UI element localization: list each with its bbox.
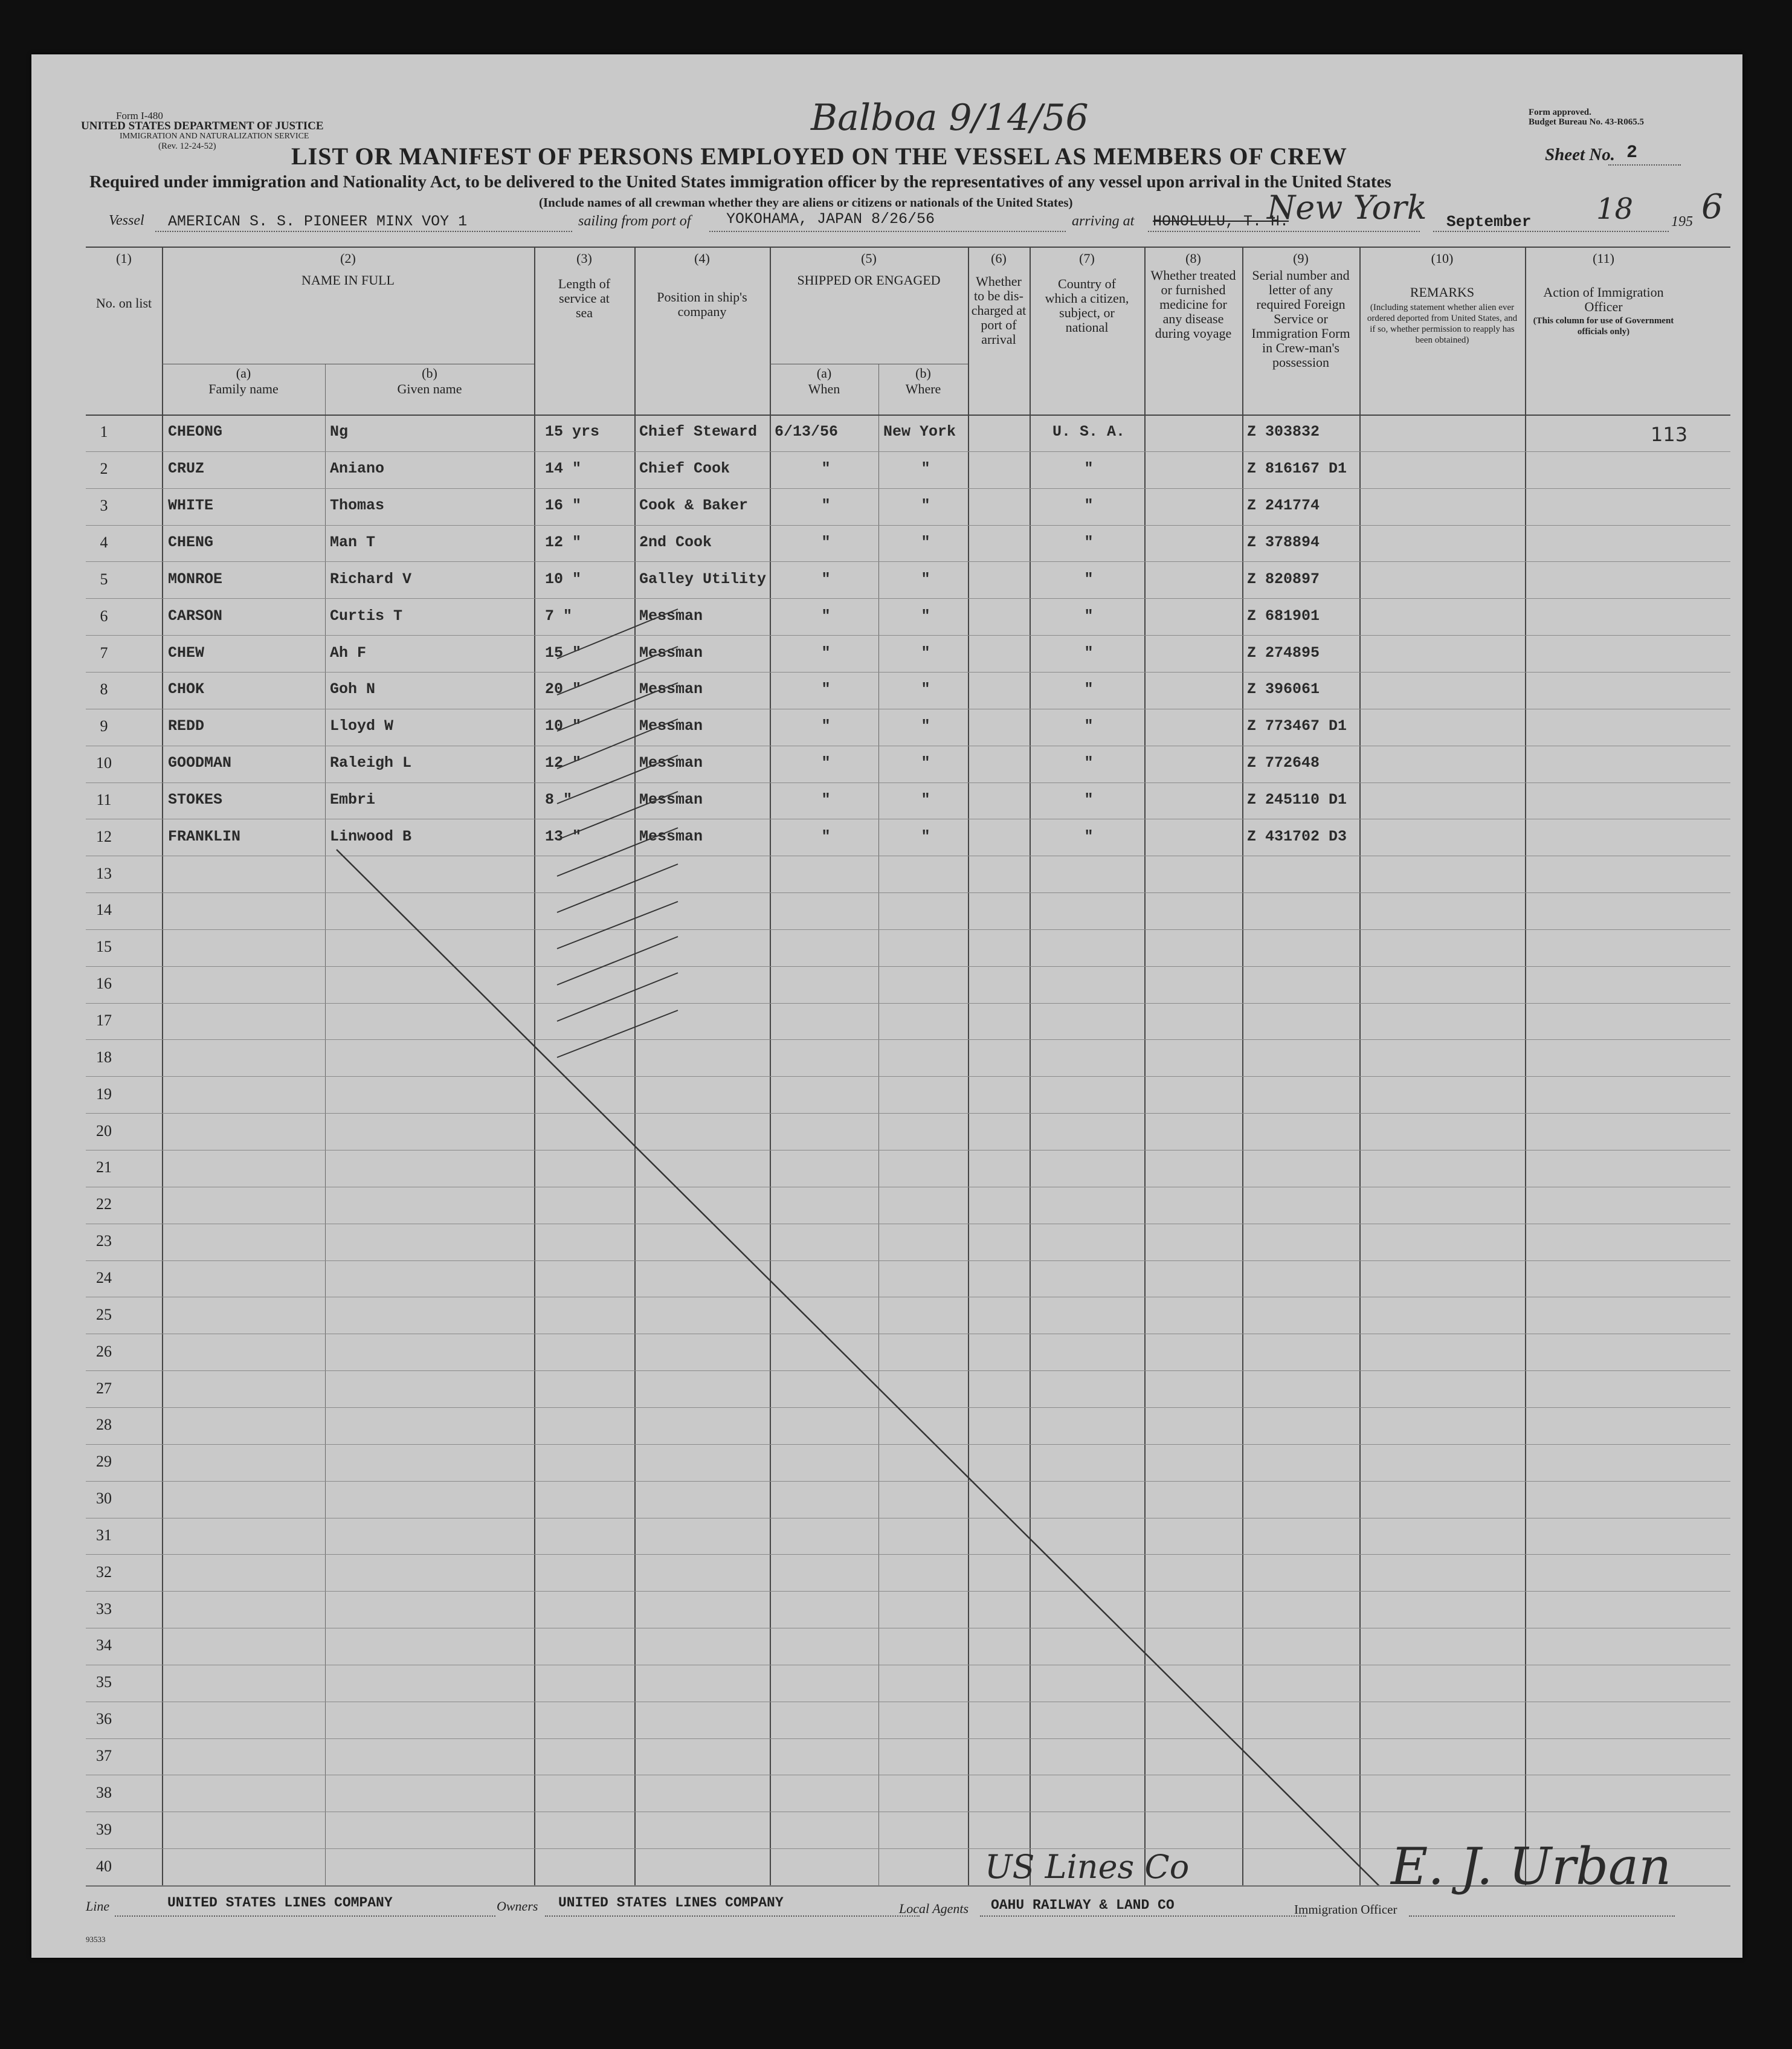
- cell-serial: Z 378894: [1247, 533, 1320, 551]
- cell-country: ": [1084, 644, 1094, 662]
- officer-signature: E. J. Urban: [1391, 1837, 1672, 1896]
- cell-serial: Z 245110 D1: [1247, 790, 1347, 808]
- cell-service: 20 ": [545, 680, 582, 699]
- col3-num: (3): [576, 251, 592, 266]
- cell-when: ": [821, 717, 831, 735]
- manifest-sheet: [31, 54, 1742, 1958]
- corner-mark: 93533: [86, 1935, 106, 1944]
- cell-where: ": [921, 790, 930, 808]
- row-number: 27: [96, 1379, 112, 1397]
- cell-country: ": [1084, 680, 1094, 699]
- col8-num: (8): [1185, 251, 1201, 266]
- cell-where: ": [921, 827, 930, 845]
- vessel-value: AMERICAN S. S. PIONEER MINX VOY 1: [168, 213, 468, 230]
- cell-given: Richard V: [330, 570, 412, 588]
- col4-num: (4): [694, 251, 710, 266]
- cell-no: 7: [100, 644, 108, 662]
- cell-service: 12 ": [545, 754, 582, 772]
- cell-when: ": [821, 644, 831, 662]
- cell-service: 13 ": [545, 827, 582, 845]
- cell-family: FRANKLIN: [168, 827, 241, 845]
- cell-country: ": [1084, 827, 1094, 845]
- col2b-letter: (b): [422, 366, 437, 381]
- cell-country: ": [1084, 754, 1094, 772]
- row-number: 23: [96, 1232, 112, 1250]
- row-number: 39: [96, 1820, 112, 1838]
- cell-country: ": [1084, 607, 1094, 625]
- cell-serial: Z 431702 D3: [1247, 827, 1347, 845]
- agents-label: Local Agents: [899, 1901, 969, 1916]
- cell-family: CRUZ: [168, 460, 205, 478]
- cell-serial: Z 681901: [1247, 607, 1320, 625]
- cell-service: 14 ": [545, 460, 582, 478]
- row-number: 24: [96, 1268, 112, 1286]
- cell-no: 6: [100, 607, 108, 625]
- service-name: IMMIGRATION AND NATURALIZATION SERVICE: [120, 132, 309, 141]
- row-number: 15: [96, 938, 112, 956]
- row-number: 14: [96, 901, 112, 919]
- cancel-strike-line: [86, 248, 1730, 1885]
- page-title: LIST OR MANIFEST OF PERSONS EMPLOYED ON THE VESSEL AS MEMBERS OF CREW: [291, 143, 1347, 170]
- cell-position: Messman: [639, 607, 703, 625]
- handwritten-port-note: Balboa 9/14/56: [811, 97, 1089, 139]
- col11-note: (This column for use of Government officials only): [1533, 316, 1674, 337]
- cell-family: CHEW: [168, 644, 205, 662]
- cell-no: 9: [100, 717, 108, 735]
- cell-family: CHENG: [168, 533, 214, 551]
- form-approved: Form approved.: [1529, 108, 1591, 117]
- row-number: 20: [96, 1121, 112, 1140]
- cell-where: ": [921, 680, 930, 699]
- row-number: 22: [96, 1195, 112, 1213]
- cell-no: 5: [100, 570, 108, 588]
- col5b-letter: (b): [915, 366, 931, 381]
- row-number: 28: [96, 1416, 112, 1434]
- arriving-typed: HONOLULU, T. H.: [1153, 213, 1289, 230]
- cell-family: MONROE: [168, 570, 223, 588]
- col7-header: Country of which a citizen, subject, or national: [1045, 276, 1129, 335]
- col4-header: Position in ship's company: [657, 289, 747, 319]
- owners-value: UNITED STATES LINES COMPANY: [558, 1895, 784, 1911]
- row-number: 29: [96, 1453, 112, 1471]
- col2b-header: Given name: [397, 381, 462, 396]
- row-number: 36: [96, 1710, 112, 1728]
- department-name: UNITED STATES DEPARTMENT OF JUSTICE: [81, 120, 324, 132]
- cell-family: CHEONG: [168, 423, 223, 441]
- cell-serial: Z 241774: [1247, 497, 1320, 515]
- cell-no: 3: [100, 497, 108, 515]
- cell-given: Aniano: [330, 460, 385, 478]
- include-note: (Include names of all crewman whether they are aliens or citizens or nationals of the United States): [539, 195, 1073, 210]
- cell-country: ": [1084, 460, 1094, 478]
- cell-position: Cook & Baker: [639, 497, 749, 515]
- cell-country: ": [1084, 790, 1094, 808]
- cell-country: ": [1084, 533, 1094, 551]
- row-number: 26: [96, 1342, 112, 1360]
- cell-given: Thomas: [330, 497, 385, 515]
- col2a-letter: (a): [236, 366, 251, 381]
- arriving-label: arriving at: [1072, 213, 1135, 229]
- date-day: 18: [1596, 192, 1634, 226]
- row-number: 30: [96, 1489, 112, 1508]
- col2-header: NAME IN FULL: [301, 273, 395, 288]
- cell-position: Messman: [639, 717, 703, 735]
- cell-position: Messman: [639, 827, 703, 845]
- cell-no: 2: [100, 460, 108, 478]
- col1-num: (1): [116, 251, 132, 266]
- col5a-letter: (a): [816, 366, 832, 381]
- row-number: 25: [96, 1305, 112, 1323]
- sailing-label: sailing from port of: [578, 213, 691, 229]
- cell-when: ": [821, 827, 831, 845]
- row-number: 32: [96, 1563, 112, 1581]
- cell-serial: Z 303832: [1247, 423, 1320, 441]
- col5a-header: When: [808, 381, 840, 396]
- cell-service: 10 ": [545, 717, 582, 735]
- cell-serial: Z 816167 D1: [1247, 460, 1347, 478]
- row-number: 38: [96, 1783, 112, 1801]
- col5-header: SHIPPED OR ENGAGED: [797, 273, 941, 288]
- cell-position: 2nd Cook: [639, 533, 712, 551]
- cell-no: 11: [96, 790, 112, 808]
- row-number: 34: [96, 1636, 112, 1654]
- cell-when: ": [821, 754, 831, 772]
- col9-num: (9): [1293, 251, 1309, 266]
- agents-handwritten: US Lines Co: [985, 1848, 1190, 1886]
- col6-num: (6): [991, 251, 1007, 266]
- row-number: 19: [96, 1085, 112, 1103]
- row-number: 33: [96, 1599, 112, 1618]
- arriving-handwritten: New York: [1267, 189, 1427, 227]
- row-number: 13: [96, 864, 112, 882]
- row-number: 17: [96, 1012, 112, 1030]
- row-number: 31: [96, 1526, 112, 1544]
- cell-service: 7 ": [545, 607, 573, 625]
- cell-given: Curtis T: [330, 607, 403, 625]
- col5b-header: Where: [905, 381, 941, 396]
- cell-service: 8 ": [545, 790, 573, 808]
- line-value: UNITED STATES LINES COMPANY: [167, 1895, 393, 1911]
- cell-serial: Z 772648: [1247, 754, 1320, 772]
- cell-service: 12 ": [545, 533, 582, 551]
- cell-when: ": [821, 680, 831, 699]
- cell-given: Ah F: [330, 644, 367, 662]
- col5-num: (5): [861, 251, 877, 266]
- cell-where: ": [921, 460, 930, 478]
- cell-when: ": [821, 607, 831, 625]
- cell-serial: Z 274895: [1247, 644, 1320, 662]
- row-number: 21: [96, 1158, 112, 1176]
- cell-position: Chief Steward: [639, 423, 758, 441]
- row-number: 18: [96, 1048, 112, 1066]
- subtitle: Required under immigration and Nationality Act, to be delivered to the United States immigration officer by the representatives of any vessel upon arrival in the United States: [89, 172, 1391, 192]
- col9-header: Serial number and letter of any required Foreign Service or Immigration Form in Crew-man's possession: [1251, 268, 1350, 370]
- budget-bureau: Budget Bureau No. 43-R065.5: [1529, 117, 1644, 127]
- cell-where: New York: [883, 423, 956, 441]
- cell-when: ": [821, 533, 831, 551]
- cell-when: ": [821, 570, 831, 588]
- cell-given: Ng: [330, 423, 349, 441]
- sheet-label: Sheet No.: [1545, 145, 1615, 164]
- cell-where: ": [921, 533, 930, 551]
- cell-when: 6/13/56: [775, 423, 839, 441]
- cell-where: ": [921, 607, 930, 625]
- cell-where: ": [921, 644, 930, 662]
- cell-family: STOKES: [168, 790, 223, 808]
- cell-family: WHITE: [168, 497, 214, 515]
- form-number: Form I-480: [116, 110, 163, 121]
- cell-where: ": [921, 497, 930, 515]
- row-number: 35: [96, 1673, 112, 1691]
- cell-no: 1: [100, 423, 108, 441]
- col10-note: (Including statement whether alien ever ordered deported from United States, and if so, whether permission to reapply has been obtained): [1367, 303, 1518, 345]
- line-label: Line: [86, 1899, 110, 1914]
- cell-given: Embri: [330, 790, 376, 808]
- cell-position: Messman: [639, 680, 703, 699]
- cell-given: Raleigh L: [330, 754, 412, 772]
- revision: (Rev. 12-24-52): [158, 141, 216, 151]
- cell-serial: Z 820897: [1247, 570, 1320, 588]
- year-handwritten: 6: [1701, 187, 1723, 227]
- cell-when: ": [821, 497, 831, 515]
- sheet-number: 2: [1626, 143, 1638, 163]
- agents-value: OAHU RAILWAY & LAND CO: [991, 1897, 1175, 1913]
- date-month: September: [1446, 213, 1532, 231]
- col3-header: Length of service at sea: [558, 276, 611, 320]
- cell-country: ": [1084, 717, 1094, 735]
- owners-label: Owners: [497, 1899, 538, 1914]
- cell-serial: Z 396061: [1247, 680, 1320, 699]
- cell-no: 12: [96, 827, 112, 845]
- row-number: 37: [96, 1747, 112, 1765]
- cell-serial: Z 773467 D1: [1247, 717, 1347, 735]
- cell-family: CARSON: [168, 607, 223, 625]
- col2a-header: Family name: [208, 381, 279, 396]
- cell-service: 15 ": [545, 644, 582, 662]
- row-number: 16: [96, 975, 112, 993]
- cell-position: Messman: [639, 644, 703, 662]
- cell-no: 10: [96, 754, 112, 772]
- sailing-value: YOKOHAMA, JAPAN 8/26/56: [726, 210, 935, 228]
- row-number: 40: [96, 1857, 112, 1875]
- cell-no: 4: [100, 533, 108, 551]
- cell-where: ": [921, 754, 930, 772]
- cell-no: 8: [100, 680, 108, 699]
- cell-service: 10 ": [545, 570, 582, 588]
- officer-label: Immigration Officer: [1294, 1902, 1397, 1917]
- cell-given: Linwood B: [330, 827, 412, 845]
- col6-header: Whether to be dis-charged at port of arrival: [971, 274, 1027, 347]
- cell-country: ": [1084, 497, 1094, 515]
- cell-position: Chief Cook: [639, 460, 730, 478]
- col8-header: Whether treated or furnished medicine for any disease during voyage: [1150, 268, 1236, 341]
- cell-action: 113: [1651, 423, 1688, 447]
- cell-family: CHOK: [168, 680, 205, 699]
- cell-position: Messman: [639, 754, 703, 772]
- cell-where: ": [921, 717, 930, 735]
- cell-where: ": [921, 570, 930, 588]
- cell-given: Man T: [330, 533, 376, 551]
- cell-when: ": [821, 790, 831, 808]
- cell-country: U. S. A.: [1052, 423, 1126, 441]
- cell-country: ": [1084, 570, 1094, 588]
- cell-service: 16 ": [545, 497, 582, 515]
- cell-when: ": [821, 460, 831, 478]
- col10-num: (10): [1431, 251, 1454, 266]
- crew-table: [86, 247, 1730, 1886]
- cell-position: Messman: [639, 790, 703, 808]
- cell-position: Galley Utility: [639, 570, 767, 588]
- col7-num: (7): [1079, 251, 1095, 266]
- vessel-label: Vessel: [109, 213, 144, 228]
- col11-num: (11): [1593, 251, 1614, 266]
- cell-given: Lloyd W: [330, 717, 394, 735]
- cell-family: GOODMAN: [168, 754, 232, 772]
- col1-header: No. on list: [95, 295, 152, 311]
- cell-service: 15 yrs: [545, 423, 600, 441]
- year-prefix: 195: [1671, 214, 1693, 230]
- col2-num: (2): [340, 251, 356, 266]
- cell-given: Goh N: [330, 680, 376, 699]
- col10-header: REMARKS: [1410, 285, 1475, 300]
- col11-header: Action of Immigration Officer: [1543, 285, 1664, 314]
- cell-family: REDD: [168, 717, 205, 735]
